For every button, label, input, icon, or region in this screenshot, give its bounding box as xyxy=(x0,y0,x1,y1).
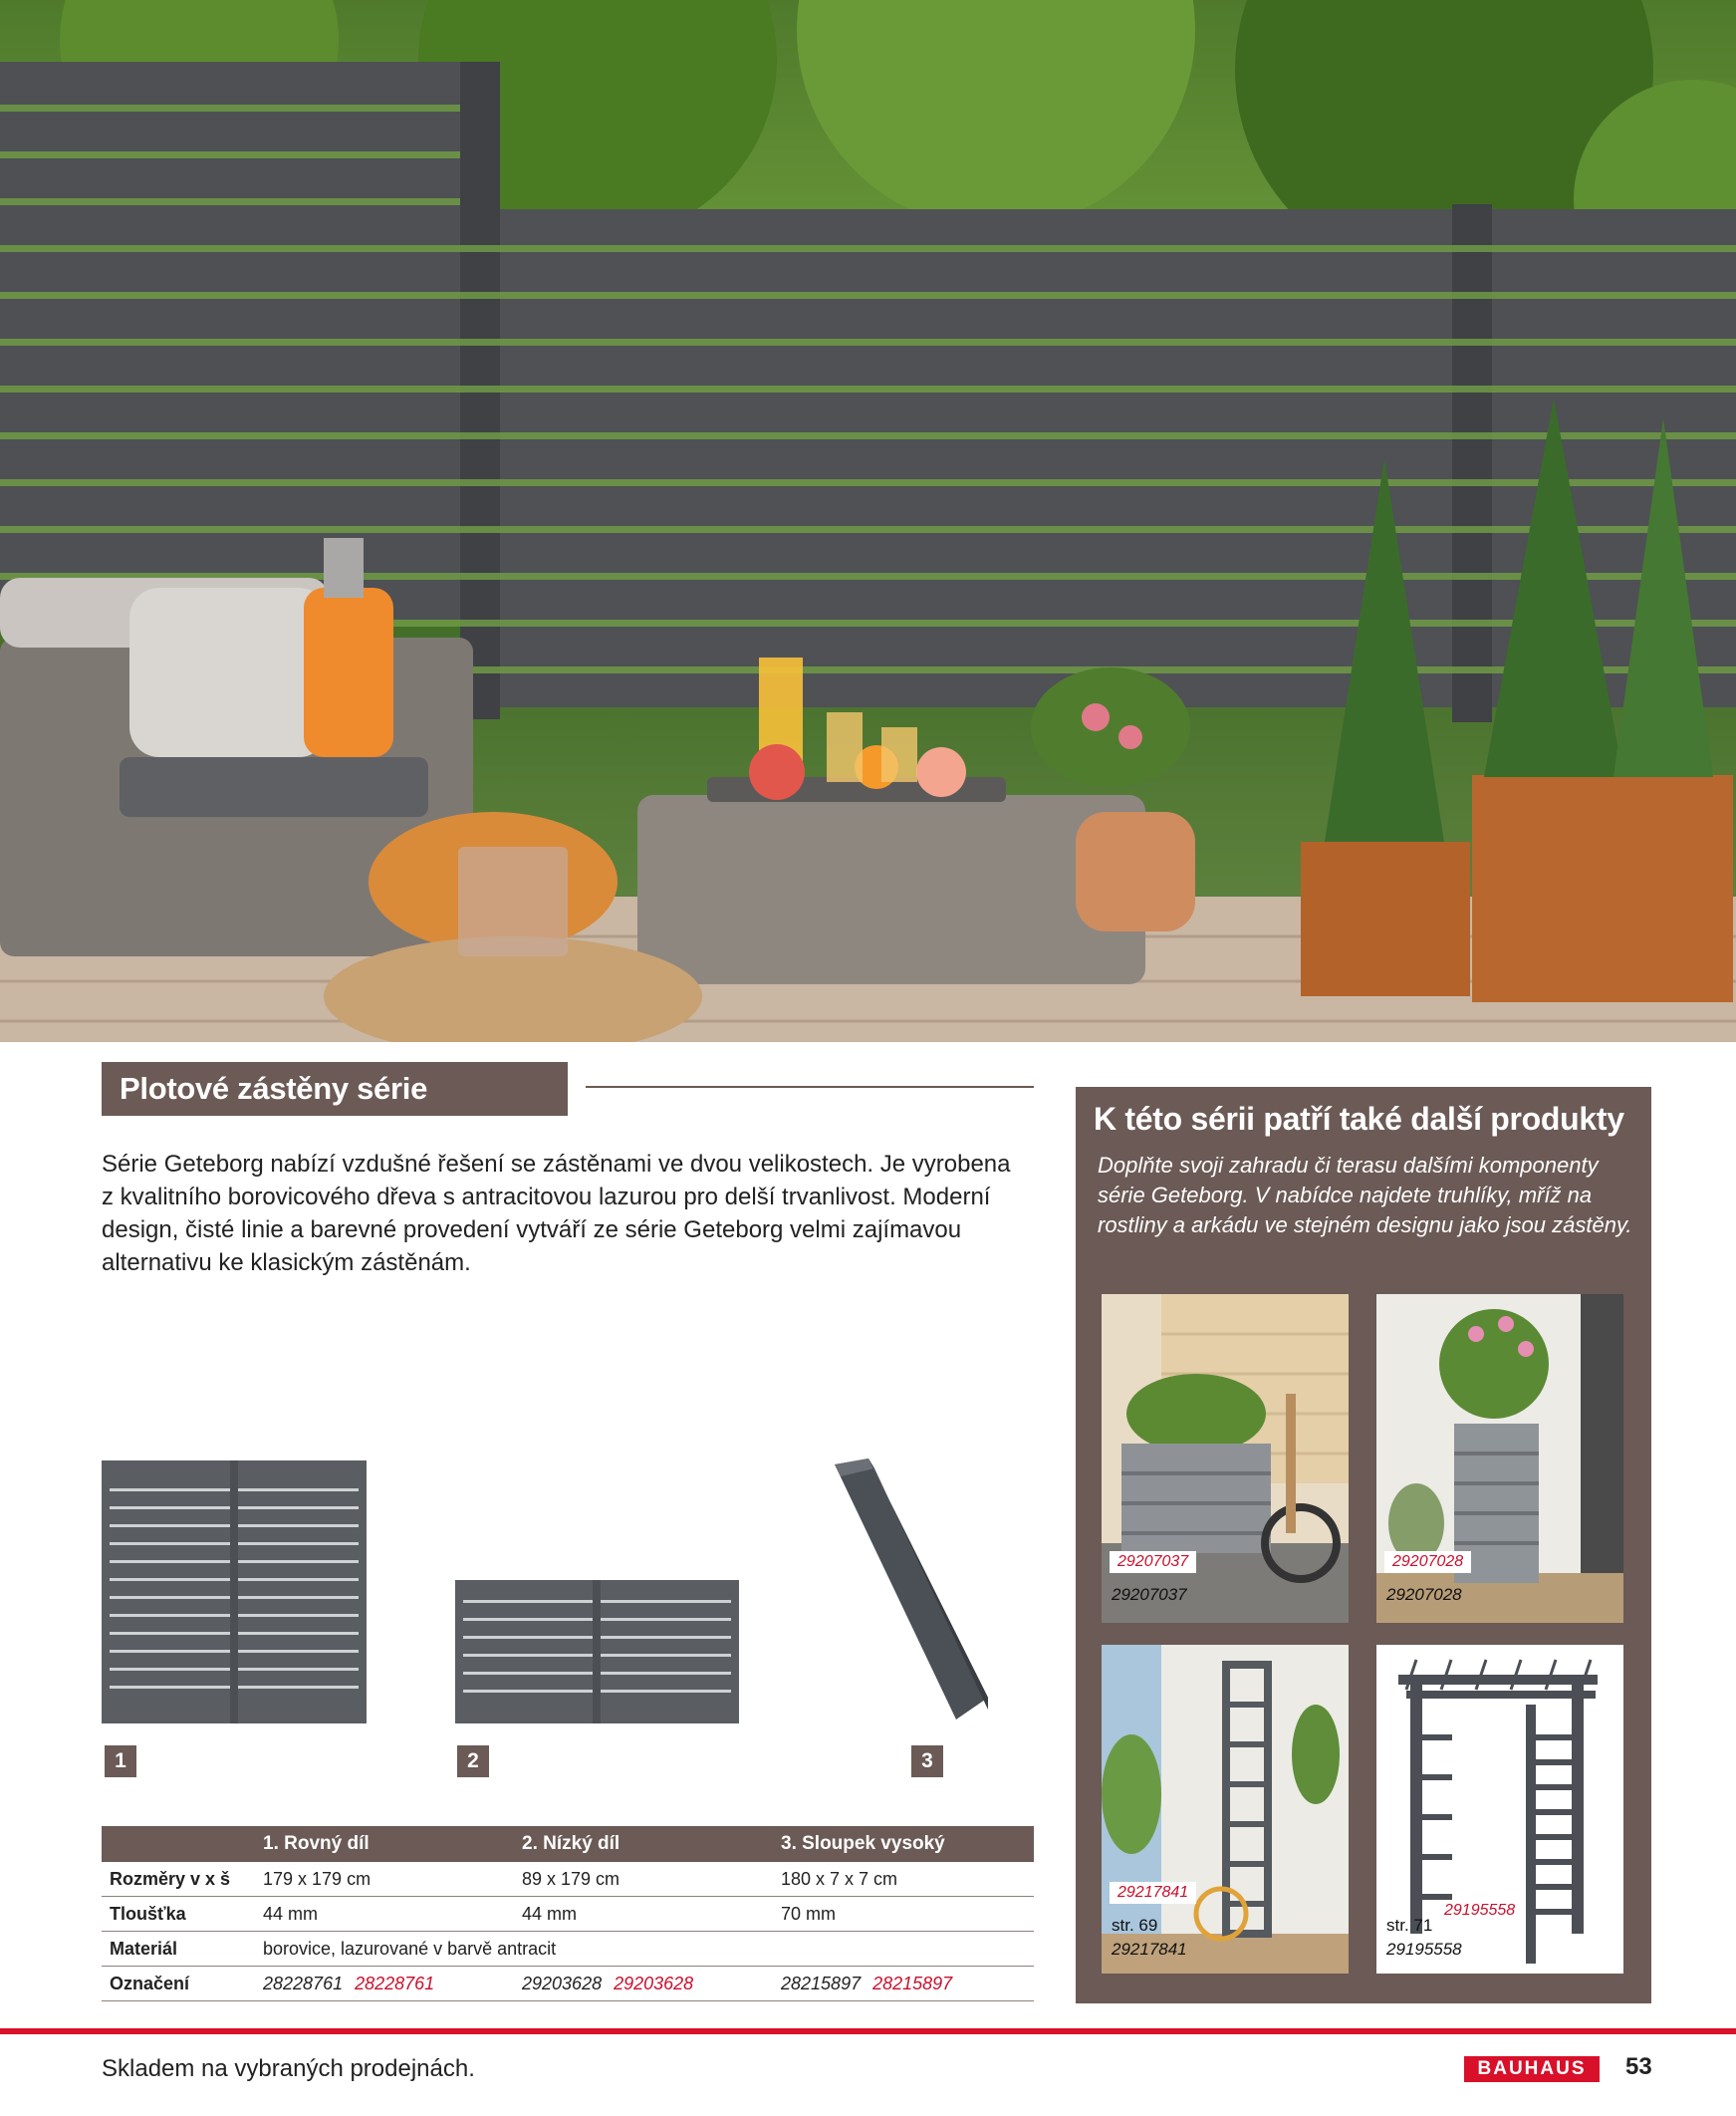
spec-table xyxy=(102,1826,1034,2001)
table-cell: 180 x 7 x 7 cm xyxy=(781,1869,898,1889)
table-row xyxy=(102,1932,1034,1967)
footer-divider xyxy=(0,2028,1736,2034)
tile-code: 29207037 xyxy=(1112,1585,1187,1604)
page-number: 53 xyxy=(1625,2053,1652,2080)
tile-code-red: 29217841 xyxy=(1110,1882,1196,1904)
row-label: Rozměry v x š xyxy=(110,1869,231,1889)
table-cell: borovice, lazurované v barvě antracit xyxy=(263,1939,557,1959)
row-label: Materiál xyxy=(110,1939,178,1959)
hero-photo xyxy=(0,0,1736,1042)
product-post-image xyxy=(817,1458,996,1727)
table-cell: 89 x 179 cm xyxy=(522,1869,620,1889)
header-low: 2. Nízký díl xyxy=(522,1833,620,1854)
table-cell: 44 mm xyxy=(522,1904,578,1924)
spec-table-header xyxy=(102,1826,1034,1862)
bauhaus-logo: BAUHAUS xyxy=(1464,2056,1600,2082)
table-row xyxy=(102,1862,1034,1897)
product-badge-1: 1 xyxy=(105,1745,136,1777)
table-cell: 44 mm xyxy=(263,1904,319,1924)
tile-code: 29195558 xyxy=(1386,1940,1462,1959)
section-intro: Série Geteborg nabízí vzdušné řešení se zástěnami ve dvou velikostech. Je vyrobena z kvalitního borovicového dřeva s antracitovou lazurou pro delší trvanlivost. Moderní design, čisté linie a barevné provedení vytváří ze série Geteborg velmi zajímavou alternativu ke klasickým zástěnám. xyxy=(102,1151,1011,1276)
related-products-panel xyxy=(1076,1087,1651,2003)
row-label: Tloušťka xyxy=(110,1904,186,1924)
product-badge-3: 3 xyxy=(911,1745,943,1777)
tile-page-ref: str. 69 xyxy=(1112,1916,1158,1935)
tile-code-red: 29195558 xyxy=(1436,1900,1523,1922)
title-divider xyxy=(586,1086,1034,1088)
tile-code-red: 29207037 xyxy=(1110,1551,1196,1573)
product-code-red: 29203628 xyxy=(614,1974,694,1993)
product-code-number: 28215897 xyxy=(781,1974,862,1993)
product-code xyxy=(781,1967,952,2000)
product-code xyxy=(522,1967,693,2000)
panel-title: K této sérii patří také další produkty xyxy=(1094,1101,1624,1137)
tile-code-red: 29207028 xyxy=(1384,1551,1471,1573)
product-badge-2: 2 xyxy=(457,1745,489,1777)
tile-page-ref: str. 71 xyxy=(1386,1916,1433,1935)
related-product-tall-planter[interactable] xyxy=(1376,1294,1623,1623)
product-code-red: 28215897 xyxy=(872,1974,953,1993)
table-row xyxy=(102,1967,1034,2001)
row-label: Označení xyxy=(110,1974,190,1993)
related-product-arch[interactable] xyxy=(1376,1645,1623,1974)
header-post: 3. Sloupek vysoký xyxy=(781,1833,945,1854)
related-product-trellis[interactable] xyxy=(1102,1645,1349,1974)
product-code xyxy=(263,1967,434,2000)
table-row xyxy=(102,1897,1034,1932)
table-cell: 70 mm xyxy=(781,1904,837,1924)
availability-note: Skladem na vybraných prodejnách. xyxy=(102,2055,475,2082)
section-title: Plotové zástěny série Geteborg xyxy=(102,1062,568,1116)
panel-text: Doplňte svoji zahradu či terasu dalšími komponenty série Geteborg. V nabídce najdete truhlíky, mříž na rostliny a arkádu ve stejném designu jako jsou zástěny. xyxy=(1098,1153,1632,1237)
tile-code: 29207028 xyxy=(1386,1585,1462,1604)
product-straight-panel-image xyxy=(102,1460,367,1723)
tile-code: 29217841 xyxy=(1112,1940,1187,1959)
product-code-number: 28228761 xyxy=(263,1974,344,1993)
product-low-panel-image xyxy=(455,1580,739,1723)
product-code-number: 29203628 xyxy=(522,1974,603,1993)
table-cell: 179 x 179 cm xyxy=(263,1869,372,1889)
product-code-red: 28228761 xyxy=(355,1974,435,1993)
related-product-planter[interactable] xyxy=(1102,1294,1349,1623)
header-straight: 1. Rovný díl xyxy=(263,1833,370,1854)
